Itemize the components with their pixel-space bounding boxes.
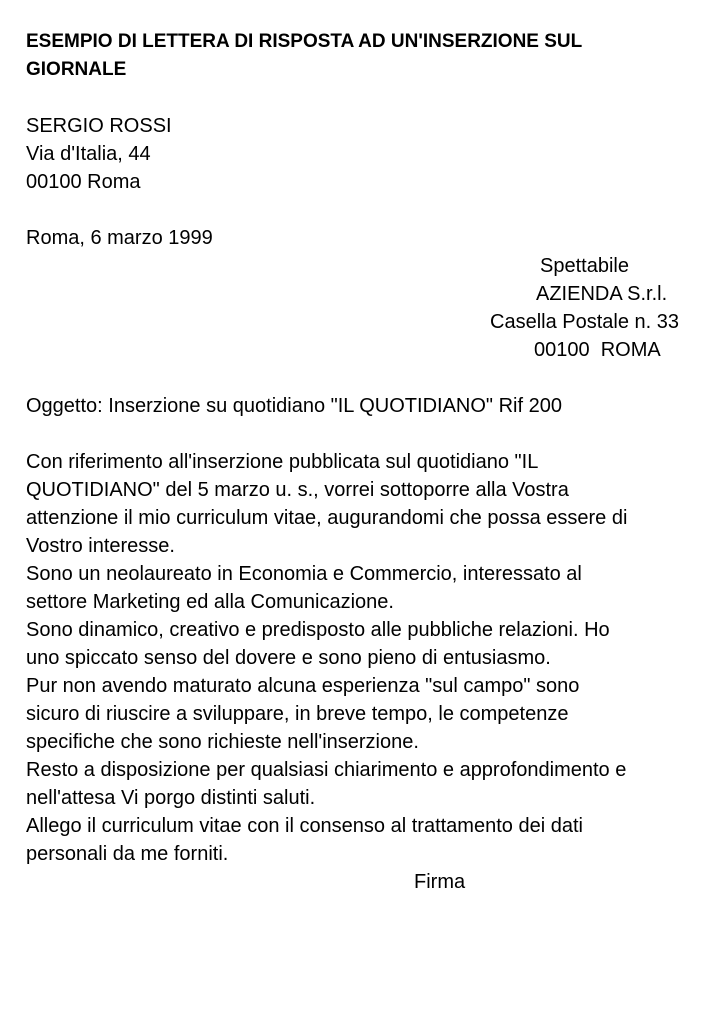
title-line: GIORNALE	[26, 59, 127, 80]
body-line: uno spiccato senso del dovere e sono pieno di entusiasmo.	[26, 647, 551, 669]
subject-line: Oggetto: Inserzione su quotidiano "IL QUOTIDIANO" Rif 200	[26, 395, 562, 417]
letter-date: Roma, 6 marzo 1999	[26, 227, 213, 249]
body-line: Resto a disposizione per qualsiasi chiarimento e approfondimento e	[26, 759, 627, 781]
sender-name: SERGIO ROSSI	[26, 115, 172, 137]
body-line: Allego il curriculum vitae con il consenso al trattamento dei dati	[26, 815, 583, 837]
letter-title	[26, 28, 716, 84]
letter-page	[26, 28, 716, 896]
body-line: nell'attesa Vi porgo distinti saluti.	[26, 787, 316, 809]
signature-label: Firma	[414, 871, 466, 893]
sender-address	[26, 112, 716, 196]
body-line: Con riferimento all'inserzione pubblicata sul quotidiano "IL	[26, 451, 539, 473]
letter-body	[26, 448, 716, 868]
body-line: settore Marketing ed alla Comunicazione.	[26, 591, 394, 613]
body-line: Vostro interesse.	[26, 535, 175, 557]
recipient-address	[26, 252, 716, 364]
body-line: QUOTIDIANO" del 5 marzo u. s., vorrei sottoporre alla Vostra	[26, 479, 569, 501]
letter-subject	[26, 392, 716, 420]
recipient-city: 00100 ROMA	[534, 339, 661, 361]
signature-block	[26, 868, 716, 896]
body-line: Pur non avendo maturato alcuna esperienza "sul campo" sono	[26, 675, 580, 697]
body-line: Sono un neolaureato in Economia e Commercio, interessato al	[26, 563, 582, 585]
body-line: specifiche che sono richieste nell'inserzione.	[26, 731, 419, 753]
title-line: ESEMPIO DI LETTERA DI RISPOSTA AD UN'INSERZIONE SUL	[26, 31, 583, 52]
recipient-salutation: Spettabile	[540, 255, 629, 277]
body-line: sicuro di riuscire a sviluppare, in breve tempo, le competenze	[26, 703, 569, 725]
body-line: personali da me forniti.	[26, 843, 229, 865]
body-line: Sono dinamico, creativo e predisposto alle pubbliche relazioni. Ho	[26, 619, 610, 641]
sender-street: Via d'Italia, 44	[26, 143, 151, 165]
body-line: attenzione il mio curriculum vitae, augurandomi che possa essere di	[26, 507, 628, 529]
recipient-company: AZIENDA S.r.l.	[536, 283, 668, 305]
sender-city: 00100 Roma	[26, 171, 141, 193]
recipient-po-box: Casella Postale n. 33	[490, 311, 680, 333]
